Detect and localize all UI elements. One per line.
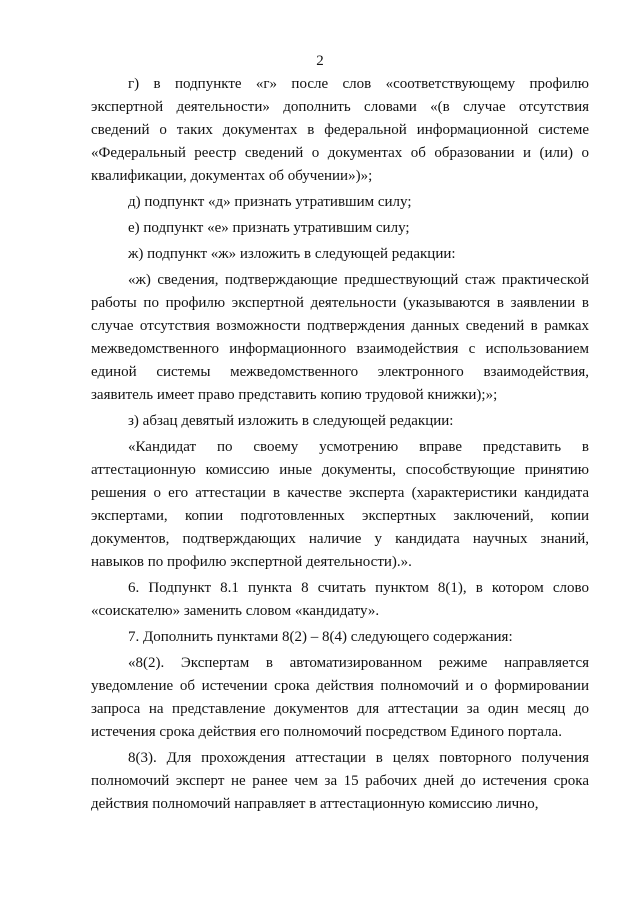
paragraph-8-3: 8(3). Для прохождения аттестации в целях повторного получения полномочий эксперт не ранее чем за 15 рабочих дней до истечения срока действия полномочий направляет в аттестационную комиссию лично, xyxy=(91,750,589,812)
paragraph-amend-e: е) подпункт «е» признать утратившим силу; xyxy=(128,220,410,236)
paragraph-new-ninth: «Кандидат по своему усмотрению вправе представить в аттестационную комиссию иные документы, способствующие принятию решения о его аттестации в качестве эксперта (характеристики кандидата экспертами, копии подготовленных экспертных заключений, копии документов, подтверждающих наличие у кандидата научных знаний, навыков по профилю экспертной деятельности).». xyxy=(91,439,589,570)
paragraph-amend-g: г) в подпункте «г» после слов «соответствующему профилю экспертной деятельности» дополнить словами «(в случае отсутствия сведений о таких документах в федеральной информационной системе «Федеральный реестр сведений о документах об образовании и (или) о квалификации, документах об обучении»)»; xyxy=(91,76,589,184)
paragraph-amend-z: з) абзац девятый изложить в следующей редакции: xyxy=(128,413,454,429)
paragraph-item-6: 6. Подпункт 8.1 пункта 8 считать пунктом 8(1), в котором слово «соискателю» заменить словом «кандидату». xyxy=(91,580,589,619)
paragraph-item-7: 7. Дополнить пунктами 8(2) – 8(4) следующего содержания: xyxy=(128,629,513,645)
paragraph-new-zh: «ж) сведения, подтверждающие предшествующий стаж практической работы по профилю экспертной деятельности (указываются в заявлении в случае отсутствия возможности подтверждения данных сведений в рамках межведомственного информационного взаимодействия с использованием единой системы межведомственного электронного взаимодействия, заявитель имеет право представить копию трудовой книжки);»; xyxy=(91,272,589,403)
paragraph-8-2: «8(2). Экспертам в автоматизированном режиме направляется уведомление об истечении срока действия полномочий и о формировании запроса на представление документов для аттестации за один месяц до истечения срока действия его полномочий посредством Единого портала. xyxy=(91,655,589,740)
page-number: 2 xyxy=(316,53,324,69)
paragraph-amend-zh: ж) подпункт «ж» изложить в следующей редакции: xyxy=(128,246,456,262)
document-body xyxy=(91,73,589,816)
paragraph-amend-d: д) подпункт «д» признать утратившим силу; xyxy=(128,194,412,210)
